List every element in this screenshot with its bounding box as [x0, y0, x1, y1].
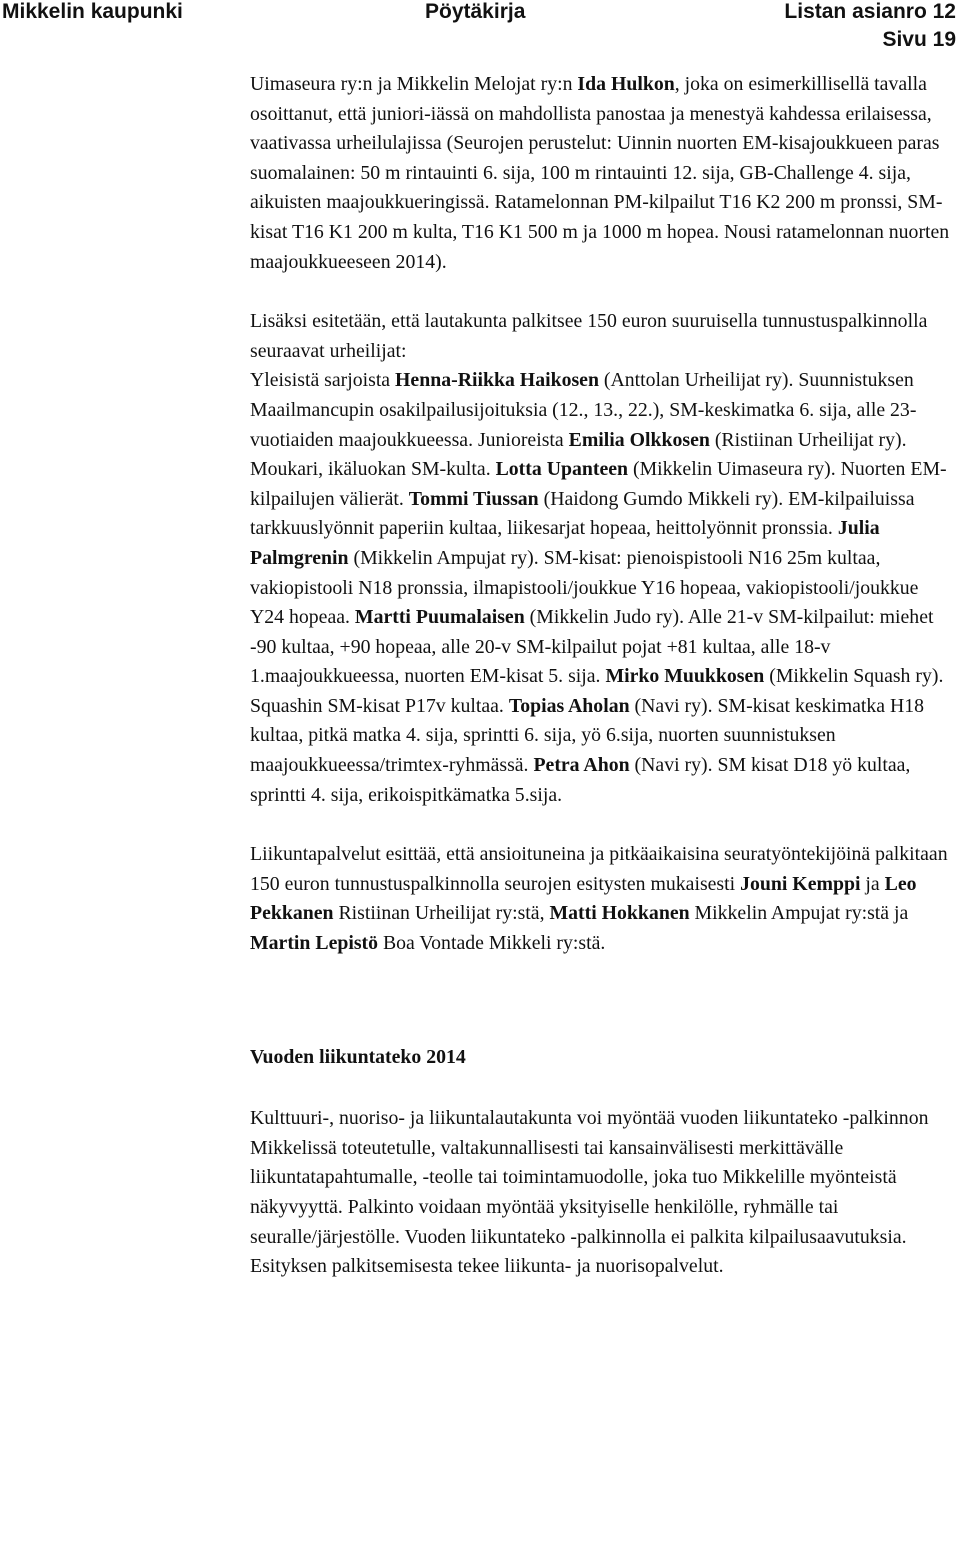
person-name: Petra Ahon [533, 754, 630, 777]
paragraph-club-workers [250, 840, 950, 958]
person-name: Leo Pekkanen [250, 872, 917, 925]
section-heading: Vuoden liikuntateko 2014 [250, 1045, 466, 1068]
person-name: Emilia Olkkosen [568, 428, 710, 451]
text-run: (Navi ry). SM kisat D18 yö kultaa, sprintti 4. sija, erikoispitkämatka 5.sija. [250, 754, 911, 806]
text-run: , joka on esimerkillisellä tavalla osoittanut, että juniori-iässä on mahdollista panostaa ja menestyä kahdessa erilaisessa, vaativassa urheilulajissa (Seurojen perustelut: Uinnin nuorten EM-kisajoukkueen paras suomalainen: 50 m rintauinti 6. sija, 100 m rintauinti 12. sija, GB-Challenge 4. sija, aikuisten maajoukkueringissä. Ratamelonnan PM-kilpailut T16 K2 200 m pronssi, SM-kisat T16 K1 200 m kulta, T16 K1 500 m ja 1000 m hopea. Nousi ratamelonnan nuorten maajoukkueeseen 2014). [250, 73, 950, 273]
text-run: (Mikkelin Ampujat ry). SM-kisat: pienoispistooli N16 25m kultaa, vakiopistooli N18 pronssia, ilmapistooli/joukkue Y16 hopeaa, vakiopistooli/joukkue Y24 hopeaa. [250, 546, 919, 629]
paragraph-athlete-awards [250, 307, 950, 810]
person-name: Martin Lepistö [250, 932, 379, 955]
person-name: Tommi Tiussan [408, 487, 539, 510]
text-run: Yleisistä sarjoista [250, 369, 396, 392]
person-name: Ida Hulkon [577, 73, 675, 95]
text-run: (Anttolan Urheilijat ry). Suunnistuksen Maailmancupin osakilpailusijoituksia (12., 13., 22.), SM-keskimatka 6. sija, alle 23-vuotiaiden maajoukkueessa. Junioreista [250, 369, 917, 451]
text-run: (Mikkelin Squash ry). Squashin SM-kisat P17v kultaa. [250, 665, 944, 717]
text-run: Boa Vontade Mikkeli ry:stä. [378, 932, 606, 955]
person-name: Topias Aholan [508, 694, 630, 717]
person-name: Lotta Upanteen [495, 458, 629, 481]
text-run: (Haidong Gumdo Mikkeli ry). EM-kilpailuissa tarkkuuslyönnit paperiin kultaa, liikesarjat hopeaa, heittolyönnit pronssia. [250, 487, 915, 540]
person-name: Matti Hokkanen [549, 902, 690, 925]
page-header [0, 0, 960, 56]
person-name: Mirko Muukkosen [605, 665, 765, 688]
text-run: Uimaseura ry:n ja Mikkelin Melojat ry:n [250, 73, 578, 95]
person-name: Martti Puumalaisen [354, 606, 525, 629]
person-name: Julia Palmgrenin [250, 517, 880, 569]
text-run: ja [860, 872, 885, 895]
text-run: Kulttuuri-, nuoriso- ja liikuntalautakunta voi myöntää vuoden liikuntateko -palkinnon Mikkelissä toteutetulle, valtakunnallisesti tai kansainvälisesti merkittävälle liikuntatapahtumalle, -teolle tai toimintamuodolle, joka tuo Mikkelille myönteistä näkyvyyttä. Palkinto voidaan myöntää yksityiselle henkilölle, ryhmälle tai seuralle/järjestölle. Vuoden liikuntateko -palkinnolla ei palkita kilpailusaavutuksia. Esityksen palkitsemisesta tekee liikunta- ja nuorisopalvelut. [250, 1107, 929, 1278]
person-name: Jouni Kemppi [740, 872, 861, 895]
page-number: Sivu 19 [882, 28, 956, 51]
text-run: (Ristiinan Urheilijat ry). Moukari, ikäluokan SM-kulta. [250, 428, 907, 481]
text-run: Lisäksi esitetään, että lautakunta palkitsee 150 euron suuruisella tunnustuspalkinnolla seuraavat urheilijat: [250, 310, 928, 362]
organization-name: Mikkelin kaupunki [2, 0, 183, 23]
text-run: (Mikkelin Uimaseura ry). Nuorten EM-kilpailujen välierät. [250, 458, 947, 510]
text-run: Mikkelin Ampujat ry:stä ja [689, 902, 909, 925]
text-run: Ristiinan Urheilijat ry:stä, [333, 902, 550, 925]
paragraph-ida-hulkko [250, 70, 950, 277]
document-body [250, 70, 950, 1282]
person-name: Henna-Riikka Haikosen [395, 369, 599, 392]
text-run: (Mikkelin Judo ry). Alle 21-v SM-kilpailut: miehet -90 kultaa, +90 hopeaa, alle 20-v SM-kilpailut pojat +81 kultaa, alle 18-v 1.maajoukkueessa, nuorten EM-kisat 5. sija. [250, 606, 934, 688]
agenda-item-number: Listan asianro 12 [784, 0, 956, 23]
text-run: (Navi ry). SM-kisat keskimatka H18 kultaa, pitkä matka 4. sija, sprintti 6. sija, yö 6.sija, nuorten suunnistuksen maajoukkueessa/trimtex-ryhmässä. [250, 694, 925, 777]
document-type: Pöytäkirja [425, 0, 526, 23]
text-run: Liikuntapalvelut esittää, että ansioituneina ja pitkäaikaisina seuratyöntekijöinä palkitaan 150 euron tunnustuspalkinnolla seurojen esitysten mukaisesti [250, 843, 948, 895]
paragraph-sports-deed [250, 1104, 950, 1282]
